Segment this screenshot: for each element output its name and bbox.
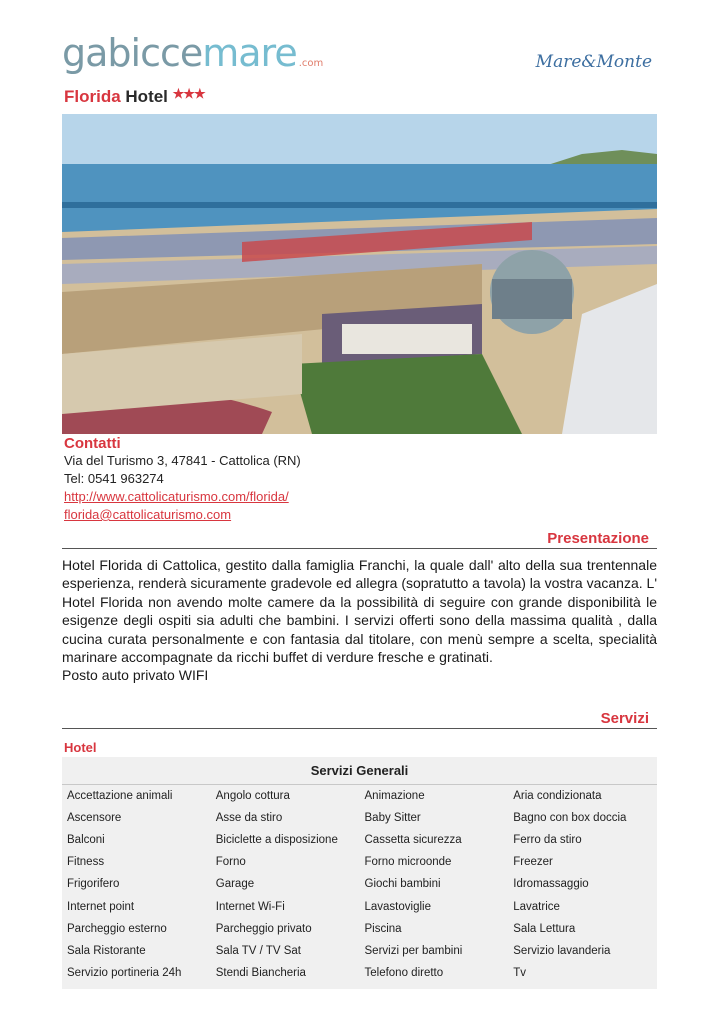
table-cell: Forno [215, 856, 246, 869]
table-cell: Balconi [67, 834, 105, 847]
table-cell: Angolo cottura [215, 790, 290, 803]
table-cell: Piscina [364, 922, 402, 935]
table-cell: Ferro da stiro [513, 834, 582, 847]
presentation-title: Presentazione [547, 530, 649, 547]
mare-monte-logo[interactable]: Mare&Monte [535, 52, 652, 72]
services-title: Servizi [600, 710, 649, 727]
table-cell: Lavatrice [513, 900, 560, 913]
table-cell: Internet Wi-Fi [215, 900, 285, 913]
gabiccemare-logo[interactable] [62, 31, 324, 75]
table-cell: Idromassaggio [513, 878, 589, 891]
table-cell: Parcheggio esterno [67, 922, 167, 935]
table-cell: Servizio lavanderia [513, 944, 611, 957]
services-subtitle: Hotel [64, 740, 97, 755]
table-row [62, 895, 657, 917]
table-cell: Baby Sitter [364, 812, 421, 825]
services-table-title: Servizi Generali [62, 757, 657, 785]
table-cell: Internet point [67, 900, 135, 913]
table-cell: Sala Lettura [513, 922, 576, 935]
table-row [62, 807, 657, 829]
table-cell: Forno microonde [364, 856, 452, 869]
page-header [62, 31, 658, 86]
beach-illustration [62, 114, 657, 434]
services-table [62, 757, 657, 989]
beach-photo [62, 114, 657, 434]
table-cell: Accettazione animali [67, 790, 173, 803]
page-title [64, 86, 205, 107]
address: Via del Turismo 3, 47841 - Cattolica (RN) [64, 453, 301, 468]
table-row [62, 962, 657, 984]
services-heading [62, 710, 657, 729]
description-paragraph: Hotel Florida di Cattolica, gestito dalla famiglia Franchi, la quale dall' alto della sua trentennale esperienza, renderà sicuramente gradevole ed allegra (sopratutto a tavola) la vostra vacanza. L' Hotel Florida non avendo molte camere da la possibilità di seguire con grande disponibilità le esigenze degli ospiti sia adulti che bambini. I servizi offerti sono della massima qualità , dalla cucina curata personalmente e con fantasia dal titolare, con menù sempre a scelta, specialità marinare accompagnate da ricchi buffet di verdure fresche e gratinati. [62, 557, 657, 666]
stars-rating: ★★★ [172, 86, 205, 101]
table-cell: Aria condizionata [513, 790, 602, 803]
website-link[interactable]: http://www.cattolicaturismo.com/florida/ [64, 489, 289, 504]
table-cell: Asse da stiro [215, 812, 283, 825]
table-cell: Tv [513, 966, 527, 979]
table-cell: Freezer [513, 856, 553, 869]
logo-word-1: gabicce [62, 31, 203, 75]
table-cell: Lavastoviglie [364, 900, 431, 913]
table-cell: Telefono diretto [364, 966, 444, 979]
email-link[interactable]: florida@cattolicaturismo.com [64, 507, 232, 522]
phone: Tel: 0541 963274 [64, 471, 164, 486]
table-cell: Cassetta sicurezza [364, 834, 462, 847]
table-cell: Servizi per bambini [364, 944, 463, 957]
table-cell: Fitness [67, 856, 105, 869]
table-cell: Biciclette a disposizione [215, 834, 338, 847]
contacts-section [64, 435, 301, 524]
services-grid [62, 785, 657, 984]
logo-domain: .com [298, 58, 324, 69]
table-cell: Stendi Biancheria [215, 966, 306, 979]
description-extra: Posto auto privato WIFI [62, 667, 209, 684]
table-cell: Bagno con box doccia [513, 812, 627, 825]
hotel-name-rest: Hotel [125, 87, 168, 106]
contacts-title: Contatti [64, 435, 121, 452]
table-row [62, 851, 657, 873]
table-row [62, 918, 657, 940]
presentation-heading [62, 530, 657, 549]
table-cell: Sala TV / TV Sat [215, 944, 301, 957]
table-cell: Animazione [364, 790, 425, 803]
table-row [62, 829, 657, 851]
table-cell: Giochi bambini [364, 878, 441, 891]
table-cell: Garage [215, 878, 255, 891]
table-cell: Frigorifero [67, 878, 120, 891]
table-row [62, 940, 657, 962]
table-cell: Sala Ristorante [67, 944, 146, 957]
table-cell: Parcheggio privato [215, 922, 312, 935]
table-row [62, 873, 657, 895]
presentation-text [62, 556, 657, 685]
table-cell: Ascensore [67, 812, 122, 825]
table-cell: Servizio portineria 24h [67, 966, 182, 979]
logo-word-2: mare [202, 31, 297, 75]
table-row [62, 785, 657, 807]
hotel-name-accent: Florida [64, 87, 121, 106]
